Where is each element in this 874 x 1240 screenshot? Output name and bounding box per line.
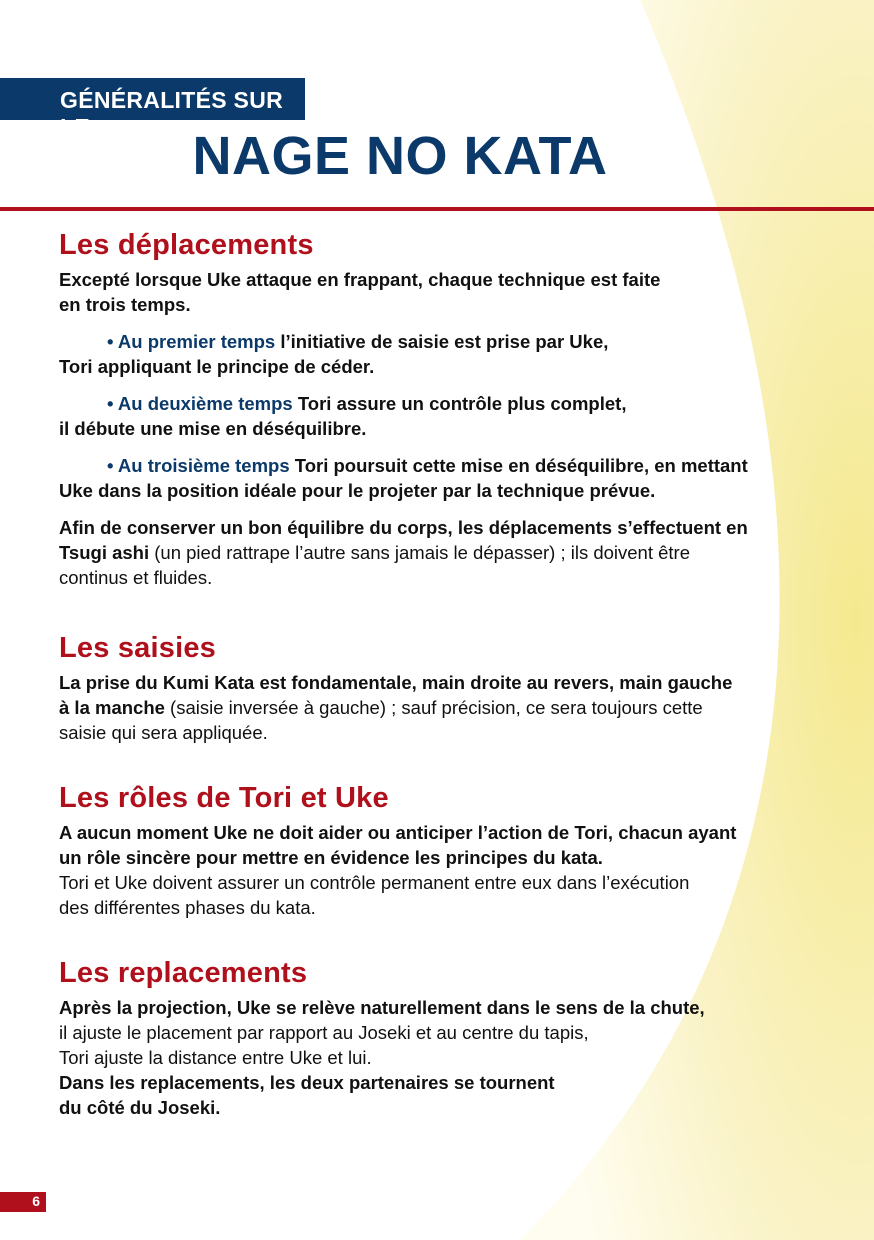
header-band-text: GÉNÉRALITÉS SUR LE [60, 87, 284, 140]
bullet-item: • Au deuxième temps Tori assure un contrôle plus complet, il débute une mise en déséquilibre. [59, 392, 627, 439]
paragraph: A aucun moment Uke ne doit aider ou anticiper l’action de Tori, chacun ayant un rôle sincère pour mettre en évidence les principes du kata. Tori et Uke doivent assurer un contrôle permanent entre eux dans l’exécution des différentes phases du kata. [59, 821, 737, 918]
bullet-item: • Au troisième temps Tori poursuit cette mise en déséquilibre, en mettant Uke dans la position idéale pour le projeter par la technique prévue. [59, 454, 748, 501]
section-heading: Les replacements [59, 957, 308, 989]
section-heading: Les rôles de Tori et Uke [59, 782, 389, 814]
section-heading: Les déplacements [59, 229, 314, 261]
page-title: NAGE NO KATA [192, 126, 608, 186]
bullet-item: • Au premier temps l’initiative de saisie est prise par Uke, Tori appliquant le principe de céder. [59, 330, 609, 377]
section-saisies [59, 631, 819, 745]
page-number: 6 [32, 1193, 40, 1209]
paragraph: La prise du Kumi Kata est fondamentale, main droite au revers, main gauche à la manche (saisie inversée à gauche) ; sauf précision, ce sera toujours cette saisie qui sera appliquée. [59, 671, 733, 743]
page-number-badge [0, 1192, 46, 1212]
section-heading: Les saisies [59, 632, 216, 664]
section-deplacements [59, 228, 819, 590]
paragraph: Après la projection, Uke se relève naturellement dans le sens de la chute, il ajuste le placement par rapport au Joseki et au centre du tapis, Tori ajuste la distance entre Uke et lui. Dans les replacements, les deux partenaires se tournent du côté du Joseki. [59, 996, 705, 1118]
header-band [0, 78, 305, 140]
paragraph: Afin de conserver un bon équilibre du corps, les déplacements s’effectuent en Tsugi ashi (un pied rattrape l’autre sans jamais le dépasser) ; ils doivent être continus et fluides. [59, 516, 748, 588]
header-divider [0, 207, 874, 211]
paragraph: Excepté lorsque Uke attaque en frappant, chaque technique est faite en trois temps. [59, 268, 661, 315]
section-replacements [59, 956, 819, 1120]
section-roles [59, 781, 819, 920]
